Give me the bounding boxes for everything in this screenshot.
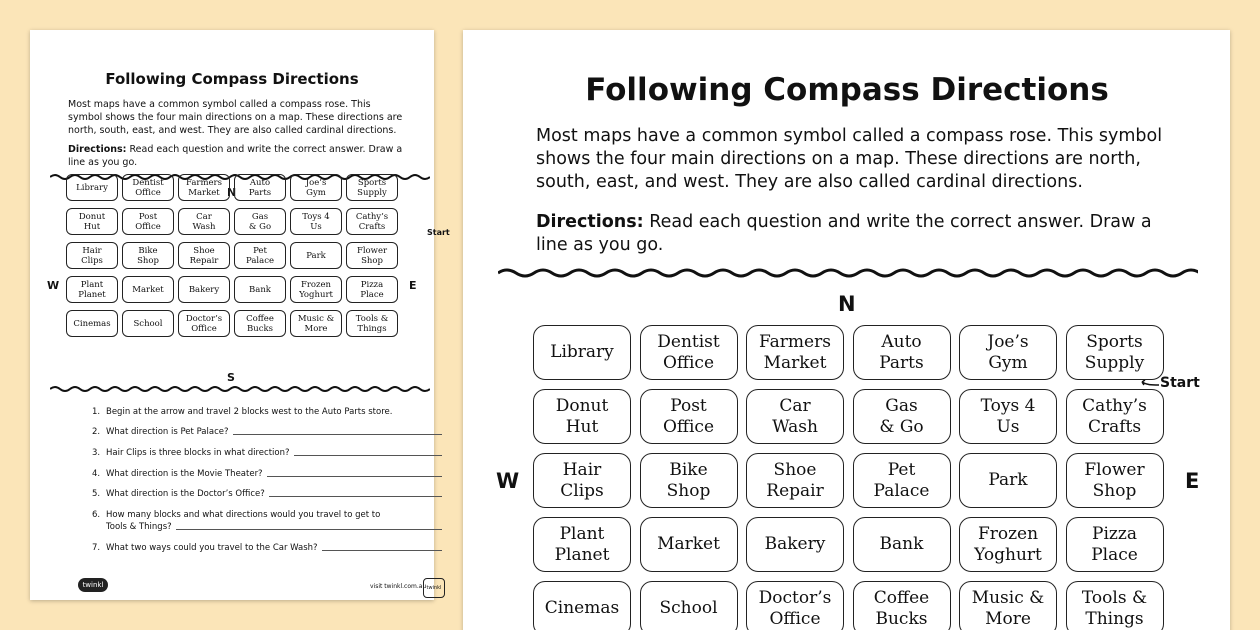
question-item xyxy=(92,447,444,459)
question-item xyxy=(92,542,444,554)
map-cell: Joe’s Gym xyxy=(959,325,1057,380)
map-cell: Frozen Yoghurt xyxy=(959,517,1057,572)
thumb-directions xyxy=(68,143,404,169)
thumb-map-cell: Pizza Place xyxy=(346,276,398,303)
question-text: Hair Clips is three blocks in what direction? xyxy=(106,448,290,458)
thumb-map-cell: Plant Planet xyxy=(66,276,118,303)
map-cell: Sports Supply xyxy=(1066,325,1164,380)
thumb-map-cell: Music & More xyxy=(290,310,342,337)
compass-east: E xyxy=(1185,469,1200,493)
map-cell: Bike Shop xyxy=(640,453,738,508)
map-cell: Cinemas xyxy=(533,581,631,630)
thumb-map-cell: Bike Shop xyxy=(122,242,174,269)
question-text: How many blocks and what directions would you travel to get to xyxy=(106,510,381,520)
thumb-map-cell: Bank xyxy=(234,276,286,303)
question-item xyxy=(92,488,444,500)
thumb-map-cell: Flower Shop xyxy=(346,242,398,269)
directions-text: Read each question and write the correct answer. Draw a line as you go. xyxy=(536,212,1152,255)
thumb-start-label: Start xyxy=(427,228,450,237)
start-arrow-icon xyxy=(1139,380,1159,390)
thumb-map-cell: Hair Clips xyxy=(66,242,118,269)
question-number: 7. xyxy=(92,543,101,553)
map-cell: Gas & Go xyxy=(853,389,951,444)
question-item xyxy=(92,426,444,438)
map-cell: Pizza Place xyxy=(1066,517,1164,572)
footer-url: visit twinkl.com.au xyxy=(370,583,427,590)
question-number: 3. xyxy=(92,448,101,458)
directions-label: Directions: xyxy=(536,212,644,232)
twinkl-logo: twinkl xyxy=(78,578,108,592)
thumb-map-cell: School xyxy=(122,310,174,337)
thumb-map-cell: Post Office xyxy=(122,208,174,235)
answer-line[interactable] xyxy=(176,521,442,530)
map-cell: Donut Hut xyxy=(533,389,631,444)
question-item xyxy=(92,406,444,418)
thumb-map-cell: Park xyxy=(290,242,342,269)
question-number: 6. xyxy=(92,510,101,520)
footer-badge: twinkl xyxy=(423,578,445,598)
thumb-map-cell: Frozen Yoghurt xyxy=(290,276,342,303)
thumb-map-cell: Car Wash xyxy=(178,208,230,235)
thumb-map-cell: Cathy’s Crafts xyxy=(346,208,398,235)
question-item xyxy=(92,521,444,533)
answer-line[interactable] xyxy=(267,468,442,477)
answer-line[interactable] xyxy=(269,488,442,497)
thumb-compass-west: W xyxy=(47,279,60,292)
question-text: Tools & Things? xyxy=(106,522,172,532)
thumb-map-cell: Toys 4 Us xyxy=(290,208,342,235)
thumb-map-cell: Auto Parts xyxy=(234,174,286,201)
thumb-map-cell: Donut Hut xyxy=(66,208,118,235)
question-number: 4. xyxy=(92,469,101,479)
map-cell: Bank xyxy=(853,517,951,572)
map-cell: School xyxy=(640,581,738,630)
worksheet-thumbnail[interactable] xyxy=(30,30,450,600)
question-text: What direction is the Doctor’s Office? xyxy=(106,489,265,499)
answer-line[interactable] xyxy=(233,426,442,435)
compass-north: N xyxy=(838,292,856,316)
compass-west: W xyxy=(496,469,520,493)
question-number: 1. xyxy=(92,407,101,417)
thumb-map-cell: Doctor’s Office xyxy=(178,310,230,337)
map-cell: Market xyxy=(640,517,738,572)
thumb-map-cell: Cinemas xyxy=(66,310,118,337)
question-item xyxy=(92,468,444,480)
thumb-map-cell: Market xyxy=(122,276,174,303)
map-cell: Car Wash xyxy=(746,389,844,444)
map-cell: Park xyxy=(959,453,1057,508)
map-cell: Doctor’s Office xyxy=(746,581,844,630)
thumb-map-cell: Library xyxy=(66,174,118,201)
thumb-title: Following Compass Directions xyxy=(105,70,359,88)
map-cell: Shoe Repair xyxy=(746,453,844,508)
thumb-compass-south: S xyxy=(227,371,235,384)
page-title: Following Compass Directions xyxy=(585,72,1109,108)
question-text: What two ways could you travel to the Car Wash? xyxy=(106,543,318,553)
thumb-map-cell: Sports Supply xyxy=(346,174,398,201)
thumb-map-cell: Bakery xyxy=(178,276,230,303)
map-cell: Flower Shop xyxy=(1066,453,1164,508)
directions-paragraph xyxy=(536,211,1176,257)
question-number: 5. xyxy=(92,489,101,499)
map-cell: Pet Palace xyxy=(853,453,951,508)
wave-divider xyxy=(498,266,1198,280)
map-cell: Music & More xyxy=(959,581,1057,630)
map-cell: Auto Parts xyxy=(853,325,951,380)
map-cell: Plant Planet xyxy=(533,517,631,572)
question-number: 2. xyxy=(92,427,101,437)
map-cell: Coffee Bucks xyxy=(853,581,951,630)
thumb-map-cell: Tools & Things xyxy=(346,310,398,337)
map-cell: Bakery xyxy=(746,517,844,572)
thumb-map-cell: Joe’s Gym xyxy=(290,174,342,201)
thumb-map-cell: Shoe Repair xyxy=(178,242,230,269)
worksheet-page xyxy=(463,30,1230,630)
map-cell: Dentist Office xyxy=(640,325,738,380)
thumb-map-cell: Farmers Market xyxy=(178,174,230,201)
intro-paragraph: Most maps have a common symbol called a compass rose. This symbol shows the four main directions on a map. These directions are north, south, east, and west. They are also called cardinal directions. xyxy=(536,126,1163,192)
thumb-wave-divider-bottom xyxy=(50,384,430,394)
thumb-map-cell: Pet Palace xyxy=(234,242,286,269)
map-cell: Toys 4 Us xyxy=(959,389,1057,444)
thumb-directions-label: Directions: xyxy=(68,144,127,155)
start-label: Start xyxy=(1160,375,1200,391)
answer-line[interactable] xyxy=(294,447,442,456)
question-number xyxy=(92,521,106,533)
question-text: What direction is the Movie Theater? xyxy=(106,469,263,479)
question-text: What direction is Pet Palace? xyxy=(106,427,229,437)
map-cell: Cathy’s Crafts xyxy=(1066,389,1164,444)
map-cell: Farmers Market xyxy=(746,325,844,380)
question-item xyxy=(92,509,444,521)
thumb-compass-east: E xyxy=(409,279,417,292)
map-cell: Post Office xyxy=(640,389,738,444)
map-cell: Library xyxy=(533,325,631,380)
thumb-intro: Most maps have a common symbol called a compass rose. This symbol shows the four main directions on a map. These directions are north, south, east, and west. They are also called cardinal directions. xyxy=(68,99,403,136)
answer-line[interactable] xyxy=(322,542,442,551)
thumb-directions-text: Read each question and write the correct answer. Draw a line as you go. xyxy=(68,144,403,168)
map-cell: Tools & Things xyxy=(1066,581,1164,630)
question-text: Begin at the arrow and travel 2 blocks west to the Auto Parts store. xyxy=(106,407,393,417)
thumb-map-cell: Dentist Office xyxy=(122,174,174,201)
thumb-compass-north: N xyxy=(227,186,237,199)
map-cell: Hair Clips xyxy=(533,453,631,508)
thumb-map-cell: Gas & Go xyxy=(234,208,286,235)
thumb-map-cell: Coffee Bucks xyxy=(234,310,286,337)
